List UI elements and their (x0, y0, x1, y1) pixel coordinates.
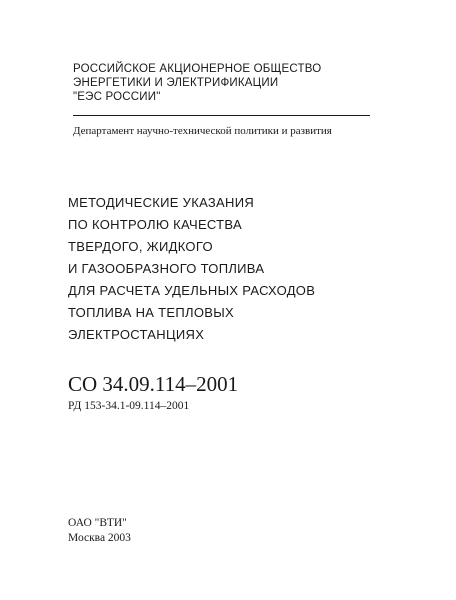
title-line: ТВЕРДОГО, ЖИДКОГО (68, 239, 213, 254)
rd-code: РД 153-34.1-09.114–2001 (68, 400, 190, 412)
organization-line: "ЕЭС РОССИИ" (73, 91, 161, 103)
organization-line: РОССИЙСКОЕ АКЦИОНЕРНОЕ ОБЩЕСТВО (73, 63, 322, 75)
title-line: ДЛЯ РАСЧЕТА УДЕЛЬНЫХ РАСХОДОВ (68, 283, 316, 298)
document-code: СО 34.09.114–2001 (68, 372, 239, 396)
title-line: МЕТОДИЧЕСКИЕ УКАЗАНИЯ (68, 195, 255, 210)
publisher-city-year: Москва 2003 (68, 532, 131, 544)
publisher-block (68, 516, 131, 546)
horizontal-divider (73, 115, 370, 116)
title-line: И ГАЗООБРАЗНОГО ТОПЛИВА (68, 261, 265, 276)
organization-block (73, 62, 321, 104)
publisher-name: ОАО "ВТИ" (68, 517, 127, 529)
title-line: ЭЛЕКТРОСТАНЦИЯХ (68, 327, 205, 342)
title-line: ПО КОНТРОЛЮ КАЧЕСТВА (68, 217, 242, 232)
department-name: Департамент научно-технической политики и развития (73, 125, 332, 137)
organization-line: ЭНЕРГЕТИКИ И ЭЛЕКТРИФИКАЦИИ (73, 77, 279, 89)
title-line: ТОПЛИВА НА ТЕПЛОВЫХ (68, 305, 235, 320)
document-title (68, 192, 315, 346)
